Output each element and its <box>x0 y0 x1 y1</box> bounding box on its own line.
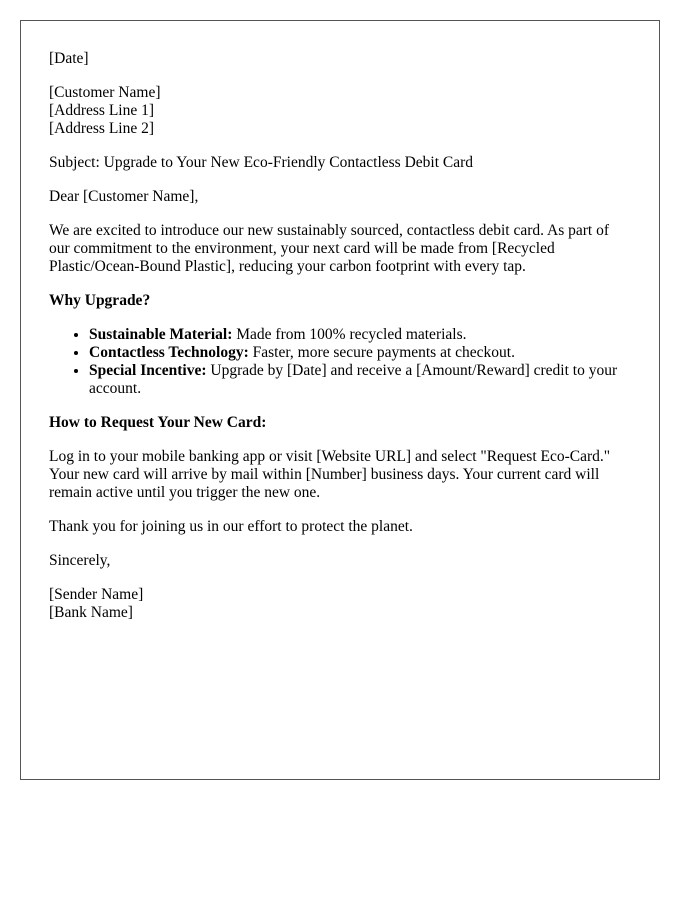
letter-date: [Date] <box>49 50 89 67</box>
recipient-name: [Customer Name] <box>49 84 161 101</box>
letter-subject: Subject: Upgrade to Your New Eco-Friendly Contactless Debit Card <box>49 154 474 171</box>
benefit-item <box>89 362 631 398</box>
benefit-text: Faster, more secure payments at checkout. <box>248 344 515 361</box>
letter-page <box>20 20 660 780</box>
thanks-paragraph: Thank you for joining us in our effort to protect the planet. <box>49 518 413 535</box>
signature-block <box>49 586 631 622</box>
recipient-address <box>49 84 631 138</box>
benefit-label: Sustainable Material: <box>89 326 233 343</box>
how-to-request-paragraph: Log in to your mobile banking app or visit [Website URL] and select "Request Eco-Card." Your new card will arrive by mail within [Number] business days. Your current card will remain active until you trigger the new one. <box>49 448 611 501</box>
benefit-text: Upgrade by [Date] and receive a [Amount/Reward] credit to your account. <box>89 362 618 397</box>
benefit-item <box>89 326 631 344</box>
recipient-address-line-1: [Address Line 1] <box>49 102 155 119</box>
intro-paragraph: We are excited to introduce our new sustainably sourced, contactless debit card. As part of our commitment to the environment, your next card will be made from [Recycled Plastic/Ocean-Bound Plastic], reducing your carbon footprint with every tap. <box>49 222 610 275</box>
benefits-list <box>49 326 631 398</box>
benefit-label: Special Incentive: <box>89 362 207 379</box>
benefit-text: Made from 100% recycled materials. <box>232 326 467 343</box>
benefit-label: Contactless Technology: <box>89 344 249 361</box>
how-to-request-heading: How to Request Your New Card: <box>49 414 267 431</box>
why-upgrade-heading: Why Upgrade? <box>49 292 151 309</box>
bank-name: [Bank Name] <box>49 604 133 621</box>
recipient-address-line-2: [Address Line 2] <box>49 120 155 137</box>
sender-name: [Sender Name] <box>49 586 144 603</box>
salutation: Dear [Customer Name], <box>49 188 199 205</box>
closing: Sincerely, <box>49 552 111 569</box>
benefit-item <box>89 344 631 362</box>
